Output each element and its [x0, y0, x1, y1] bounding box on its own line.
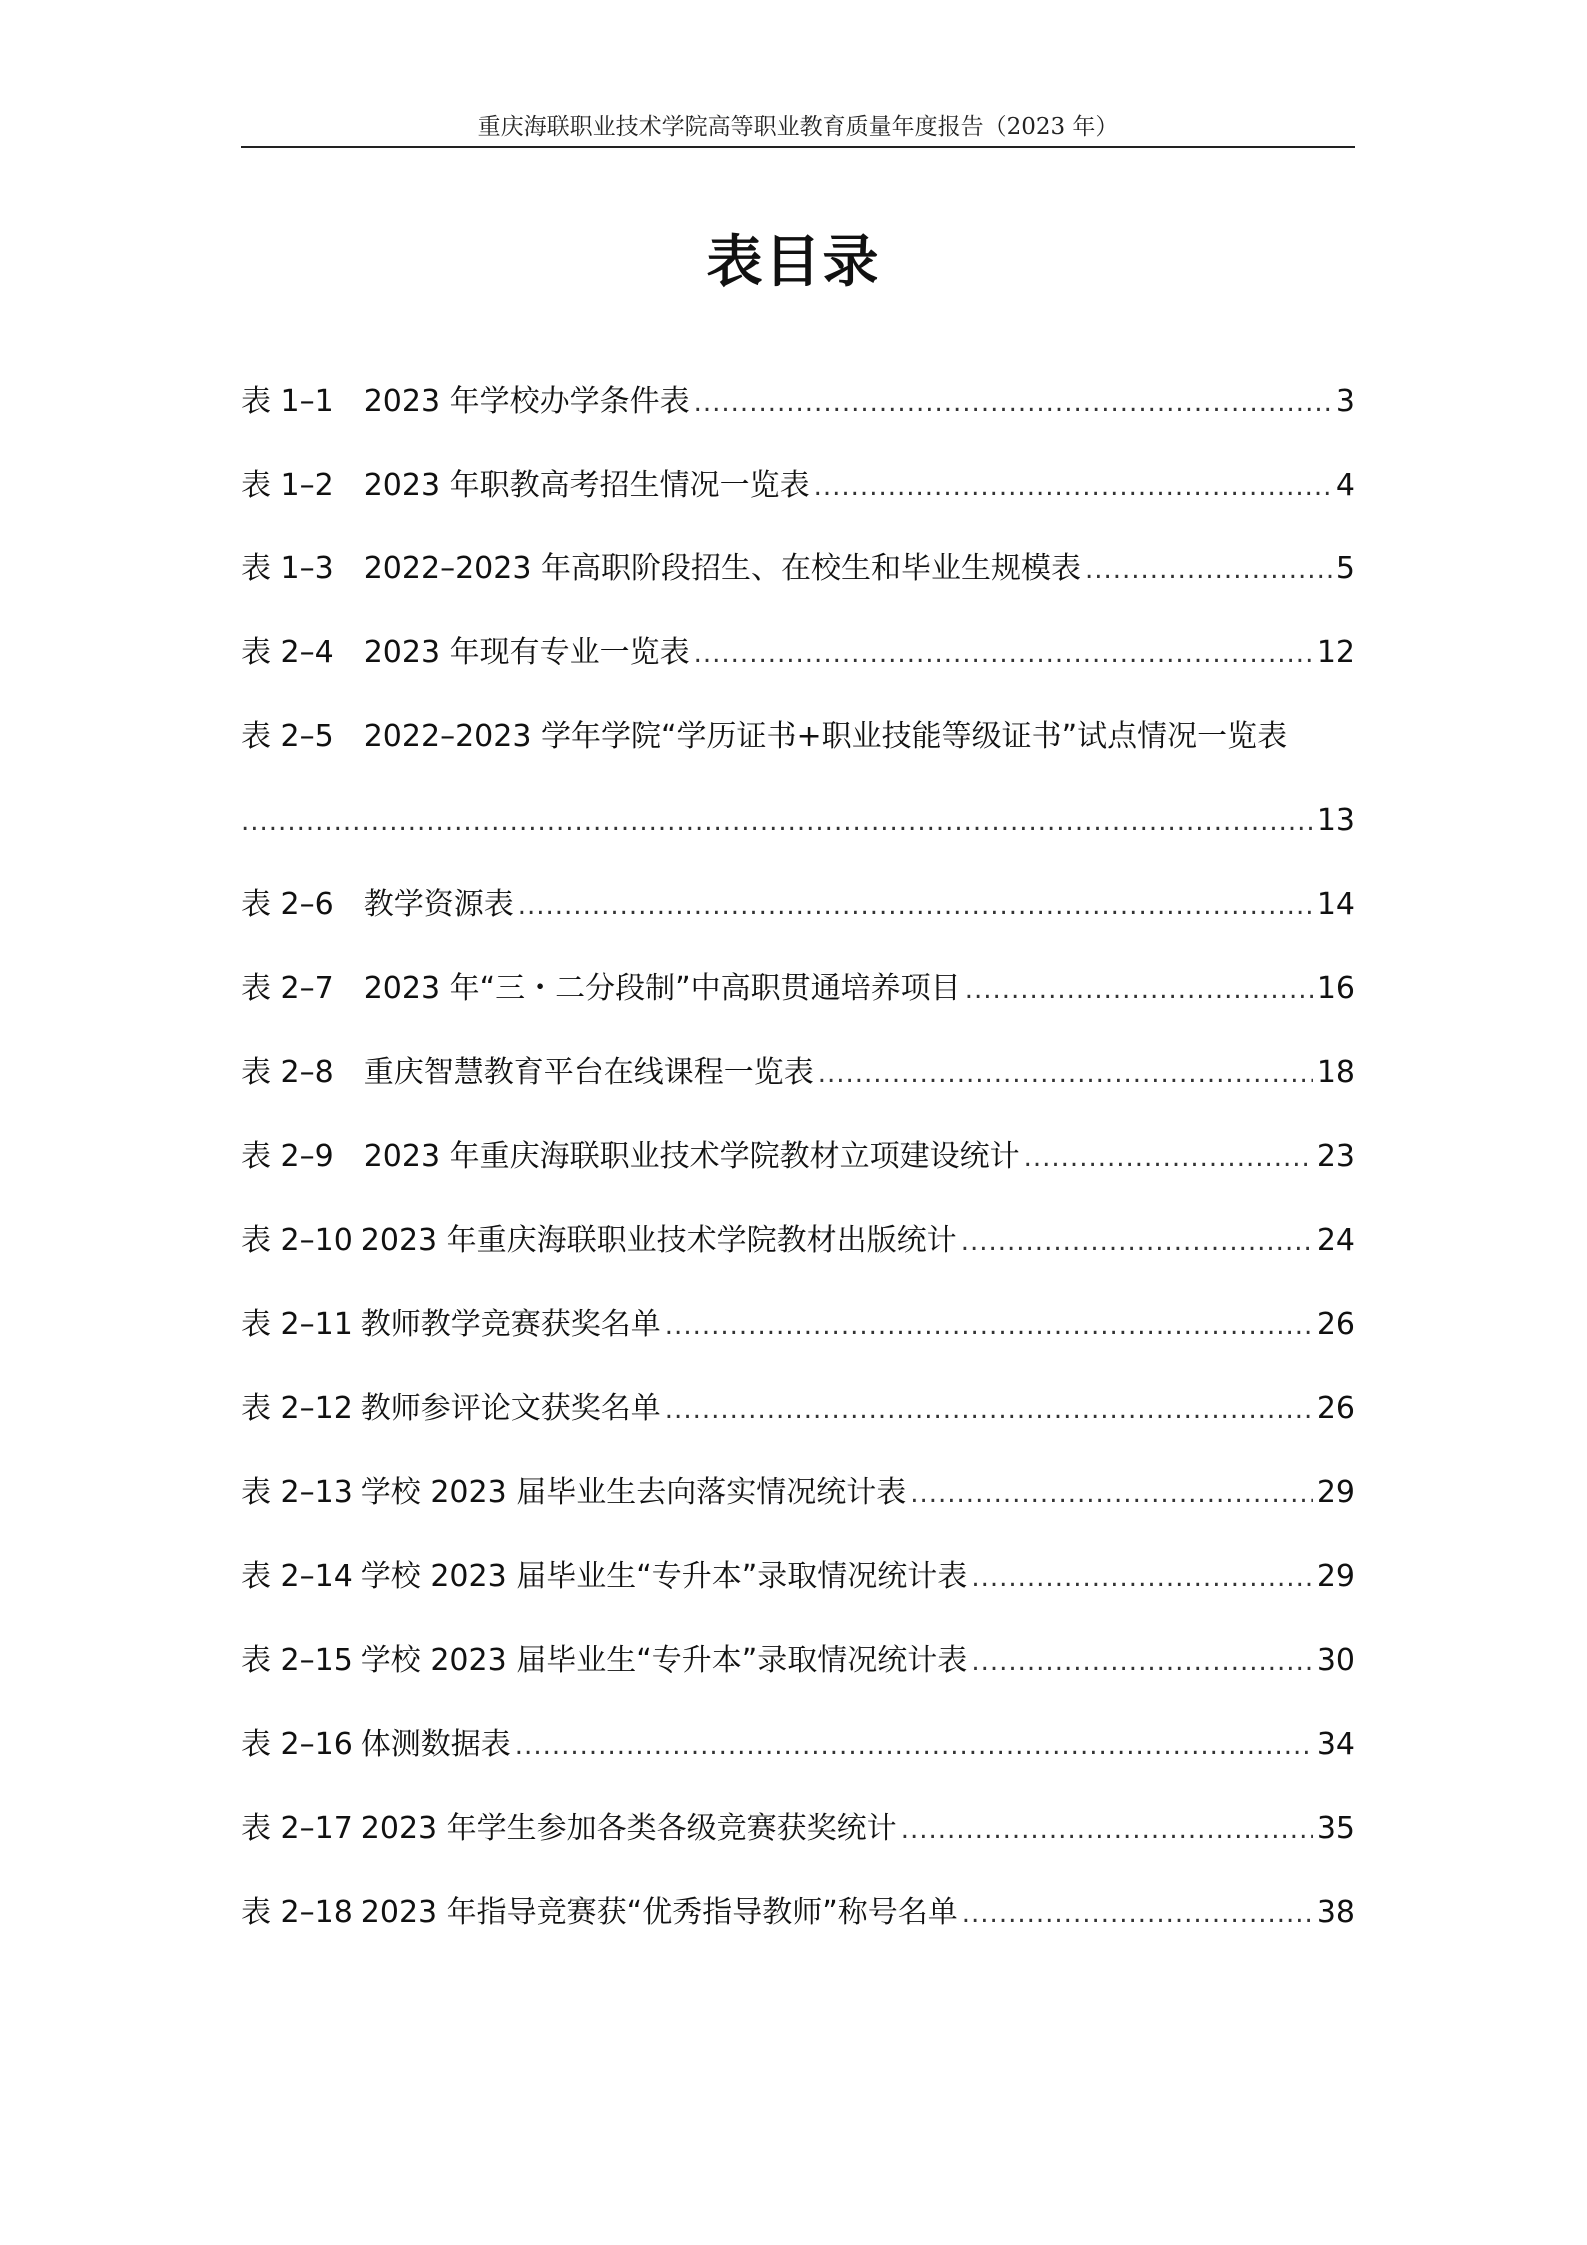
entry-page: 35 — [1316, 1811, 1355, 1846]
dot-leader — [961, 1220, 1313, 1264]
toc-entry[interactable] — [241, 1723, 1355, 1767]
toc-entry[interactable] — [241, 1135, 1355, 1179]
dot-leader — [971, 1640, 1313, 1684]
entry-number: 表 2–7 — [241, 971, 334, 1006]
toc-entry[interactable] — [241, 1891, 1355, 1935]
entry-page: 5 — [1335, 551, 1355, 586]
entry-title: 2023 年重庆海联职业技术学院教材立项建设统计 — [363, 1139, 1020, 1174]
entry-page: 38 — [1316, 1895, 1355, 1930]
toc-entry[interactable] — [241, 1051, 1355, 1095]
toc-entry[interactable] — [241, 883, 1355, 927]
entry-number: 表 2–6 — [241, 887, 334, 922]
toc-entry[interactable] — [241, 1471, 1355, 1515]
entry-number: 表 2–5 — [241, 719, 334, 754]
toc-entry[interactable] — [241, 631, 1355, 675]
toc-entry[interactable] — [241, 1639, 1355, 1683]
dot-leader — [665, 1388, 1313, 1432]
entry-page: 23 — [1316, 1139, 1355, 1174]
dot-leader — [665, 1304, 1313, 1348]
entry-number: 表 2–8 — [241, 1055, 334, 1090]
entry-title: 学校 2023 届毕业生去向落实情况统计表 — [360, 1475, 907, 1510]
header-rule — [241, 146, 1355, 148]
entry-number: 表 2–11 — [241, 1307, 353, 1342]
entry-number: 表 2–18 — [241, 1895, 353, 1930]
entry-title: 2023 年学生参加各类各级竞赛获奖统计 — [360, 1811, 897, 1846]
entry-title: 教师教学竞赛获奖名单 — [360, 1307, 661, 1342]
toc-entry[interactable] — [241, 380, 1355, 424]
entry-title: 教师参评论文获奖名单 — [360, 1391, 661, 1426]
entry-page: 26 — [1316, 1307, 1355, 1342]
running-header: 重庆海联职业技术学院高等职业教育质量年度报告（2023 年） — [477, 114, 1119, 140]
toc-entry[interactable] — [241, 1555, 1355, 1599]
entry-title: 2023 年现有专业一览表 — [363, 635, 690, 670]
entry-number: 表 2–9 — [241, 1139, 334, 1174]
entry-title: 2023 年职教高考招生情况一览表 — [363, 468, 810, 503]
entry-title: 学校 2023 届毕业生“专升本”录取情况统计表 — [360, 1559, 968, 1594]
entry-number: 表 2–15 — [241, 1643, 353, 1678]
entry-title: 2023 年“三・二分段制”中高职贯通培养项目 — [363, 971, 961, 1006]
entry-page: 13 — [1316, 803, 1355, 838]
dot-leader — [901, 1808, 1313, 1852]
entry-number: 表 1–2 — [241, 468, 334, 503]
toc-entry[interactable] — [241, 1303, 1355, 1347]
entry-title: 体测数据表 — [360, 1727, 511, 1762]
toc-entry[interactable] — [241, 967, 1355, 1011]
entry-page: 29 — [1316, 1559, 1355, 1594]
entry-page: 34 — [1316, 1727, 1355, 1762]
dot-leader — [1024, 1136, 1313, 1180]
entry-number: 表 2–10 — [241, 1223, 353, 1258]
toc-entry[interactable] — [241, 1387, 1355, 1431]
entry-number: 表 2–17 — [241, 1811, 353, 1846]
entry-title: 2022–2023 年高职阶段招生、在校生和毕业生规模表 — [363, 551, 1081, 586]
dot-leader — [515, 1724, 1313, 1768]
entry-page: 24 — [1316, 1223, 1355, 1258]
toc-entry[interactable] — [241, 1807, 1355, 1851]
dot-leader — [241, 800, 1313, 844]
entry-title: 教学资源表 — [363, 887, 514, 922]
dot-leader — [971, 1556, 1313, 1600]
dot-leader — [910, 1472, 1313, 1516]
entry-title: 学校 2023 届毕业生“专升本”录取情况统计表 — [360, 1643, 968, 1678]
dot-leader — [518, 884, 1313, 928]
toc-entry[interactable] — [241, 547, 1355, 591]
toc-entry[interactable] — [241, 464, 1355, 508]
entry-page: 30 — [1316, 1643, 1355, 1678]
entry-number: 表 1–1 — [241, 384, 334, 419]
dot-leader — [818, 1052, 1313, 1096]
dot-leader — [965, 968, 1313, 1012]
page-title: 表目录 — [706, 230, 881, 295]
entry-page: 3 — [1335, 384, 1355, 419]
entry-page: 16 — [1316, 971, 1355, 1006]
entry-title: 2023 年学校办学条件表 — [363, 384, 690, 419]
entry-title: 2023 年指导竞赛获“优秀指导教师”称号名单 — [360, 1895, 958, 1930]
entry-page: 14 — [1316, 887, 1355, 922]
entry-number: 表 1–3 — [241, 551, 334, 586]
toc-entry[interactable] — [241, 715, 1355, 759]
dot-leader — [814, 465, 1332, 509]
toc-entry[interactable] — [241, 1219, 1355, 1263]
entry-number: 表 2–13 — [241, 1475, 353, 1510]
entry-page: 29 — [1316, 1475, 1355, 1510]
entry-page: 26 — [1316, 1391, 1355, 1426]
dot-leader — [962, 1892, 1313, 1936]
dot-leader — [694, 381, 1332, 425]
entry-title: 2023 年重庆海联职业技术学院教材出版统计 — [360, 1223, 957, 1258]
entry-page: 4 — [1335, 468, 1355, 503]
entry-page: 12 — [1316, 635, 1355, 670]
entry-number: 表 2–14 — [241, 1559, 353, 1594]
entry-title: 重庆智慧教育平台在线课程一览表 — [363, 1055, 814, 1090]
entry-number: 表 2–12 — [241, 1391, 353, 1426]
dot-leader — [694, 632, 1313, 676]
toc-entry-continuation[interactable] — [241, 799, 1355, 843]
dot-leader — [1085, 548, 1332, 592]
entry-number: 表 2–16 — [241, 1727, 353, 1762]
entry-page: 18 — [1316, 1055, 1355, 1090]
entry-title: 2022–2023 学年学院“学历证书+职业技能等级证书”试点情况一览表 — [363, 719, 1288, 754]
entry-number: 表 2–4 — [241, 635, 334, 670]
